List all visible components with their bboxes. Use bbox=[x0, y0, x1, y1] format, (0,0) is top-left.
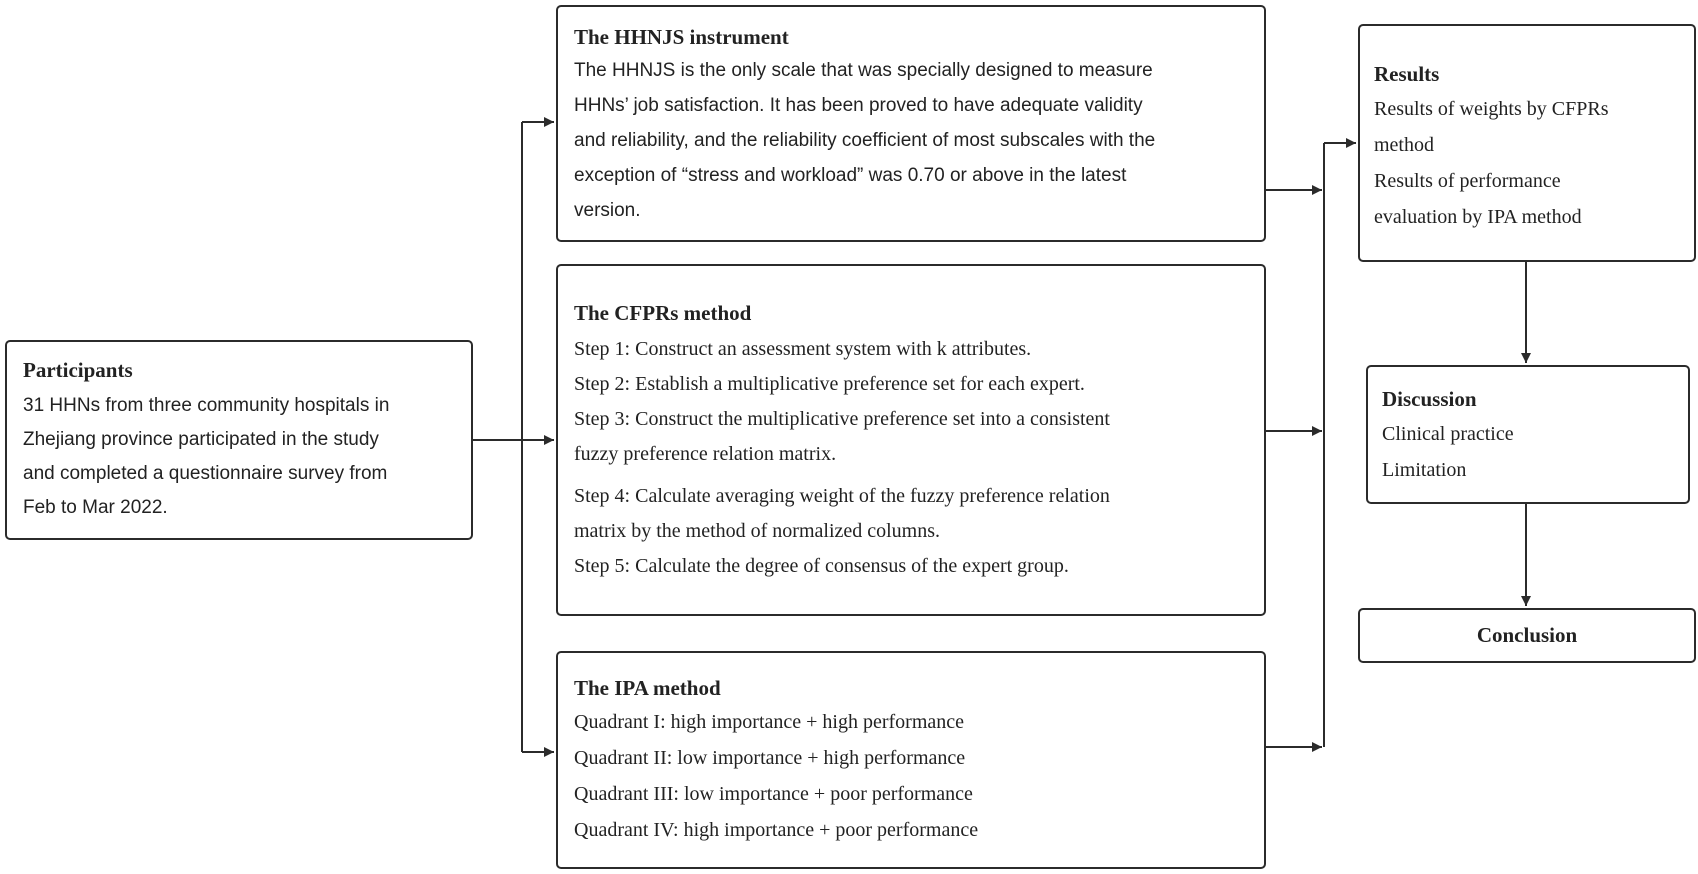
participants-line: Feb to Mar 2022. bbox=[23, 497, 168, 518]
hhnjs-line: HHNs’ job satisfaction. It has been proved to have adequate validity bbox=[574, 95, 1143, 116]
cfprs-method-box bbox=[556, 264, 1266, 616]
participants-title: Participants bbox=[23, 358, 133, 382]
participants-box bbox=[5, 340, 473, 540]
participants-line: and completed a questionnaire survey from bbox=[23, 463, 388, 484]
cfprs-step: matrix by the method of normalized columns. bbox=[574, 520, 941, 542]
conclusion-box bbox=[1358, 608, 1696, 663]
results-line: evaluation by IPA method bbox=[1374, 206, 1582, 228]
hhnjs-line: The HHNJS is the only scale that was specially designed to measure bbox=[574, 60, 1153, 81]
results-line: Results of weights by CFPRs bbox=[1374, 98, 1609, 120]
results-line: method bbox=[1374, 134, 1434, 156]
hhnjs-line: exception of “stress and workload” was 0.70 or above in the latest bbox=[574, 165, 1127, 186]
hhnjs-line: and reliability, and the reliability coefficient of most subscales with the bbox=[574, 130, 1156, 151]
cfprs-step: Step 2: Establish a multiplicative preference set for each expert. bbox=[574, 373, 1085, 395]
participants-line: Zhejiang province participated in the study bbox=[23, 429, 379, 450]
participants-line: 31 HHNs from three community hospitals in bbox=[23, 395, 390, 416]
ipa-quadrant: Quadrant I: high importance + high performance bbox=[574, 711, 965, 733]
ipa-quadrant: Quadrant II: low importance + high performance bbox=[574, 747, 966, 769]
discussion-title: Discussion bbox=[1382, 387, 1477, 411]
ipa-method-box bbox=[556, 651, 1266, 869]
hhnjs-line: version. bbox=[574, 200, 641, 221]
cfprs-step: Step 3: Construct the multiplicative preference set into a consistent bbox=[574, 408, 1110, 430]
results-box bbox=[1358, 24, 1696, 262]
ipa-title: The IPA method bbox=[574, 676, 721, 700]
cfprs-step: fuzzy preference relation matrix. bbox=[574, 443, 837, 465]
discussion-line: Clinical practice bbox=[1382, 423, 1514, 445]
conclusion-title: Conclusion bbox=[1476, 623, 1578, 647]
cfprs-step: Step 1: Construct an assessment system with k attributes. bbox=[574, 338, 1032, 360]
hhnjs-title: The HHNJS instrument bbox=[574, 25, 789, 49]
cfprs-step: Step 5: Calculate the degree of consensus of the expert group. bbox=[574, 555, 1069, 577]
ipa-quadrant: Quadrant III: low importance + poor performance bbox=[574, 783, 973, 805]
discussion-line: Limitation bbox=[1382, 459, 1467, 481]
discussion-box bbox=[1366, 365, 1690, 504]
cfprs-step: Step 4: Calculate averaging weight of the fuzzy preference relation bbox=[574, 485, 1110, 507]
cfprs-title: The CFPRs method bbox=[574, 301, 752, 325]
ipa-quadrant: Quadrant IV: high importance + poor performance bbox=[574, 819, 979, 841]
results-title: Results bbox=[1374, 62, 1440, 86]
results-line: Results of performance bbox=[1374, 170, 1561, 192]
hhnjs-instrument-box bbox=[556, 5, 1266, 242]
